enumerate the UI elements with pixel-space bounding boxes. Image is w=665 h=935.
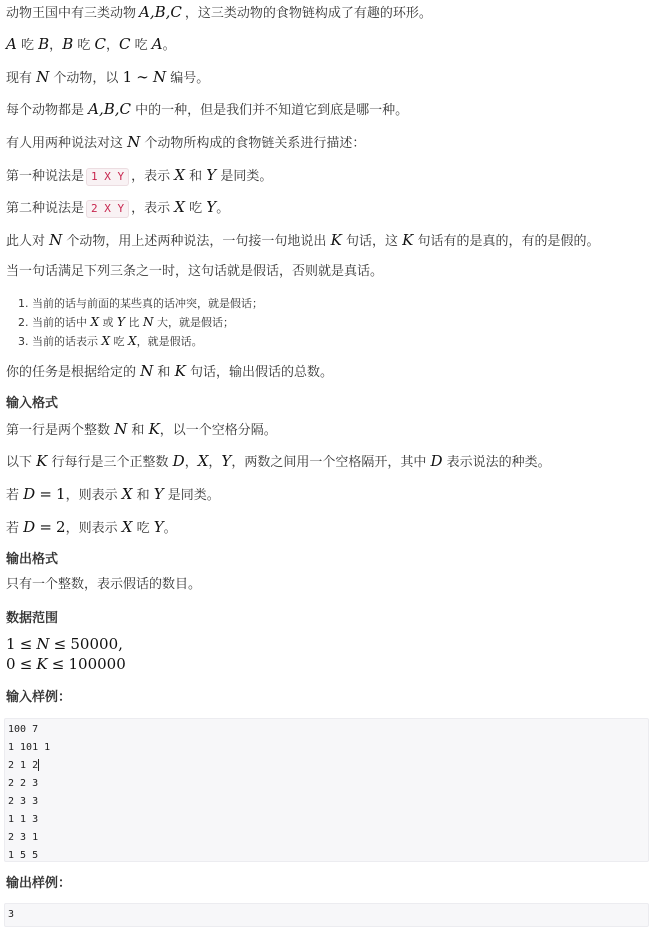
math: 1 [6, 635, 16, 653]
text: ，表示 [131, 201, 171, 216]
inline-code: 2 X Y [86, 200, 129, 218]
rule-1 [18, 294, 263, 313]
text: 编号。 [170, 71, 210, 86]
intro-line-5 [6, 132, 365, 154]
math: D [23, 485, 36, 503]
math: C [119, 35, 131, 53]
code-line: 1 5 5 [8, 850, 39, 861]
text: 若 [6, 521, 20, 536]
math: A [6, 35, 17, 53]
math: K [148, 420, 160, 438]
sample-output-heading: 输出样例： [6, 876, 72, 891]
math: N [142, 315, 154, 329]
text: 2. 当前的话中 [18, 316, 87, 329]
range-line-1 [6, 634, 123, 656]
text: 和 [189, 169, 203, 184]
math: K [402, 231, 414, 249]
math: B [62, 35, 74, 53]
input-format-line-2 [6, 451, 551, 473]
math: Y [221, 452, 232, 470]
text: ，两数之间用一个空格隔开，其中 [231, 455, 427, 470]
text: ， [49, 38, 63, 53]
math: Y [206, 166, 217, 184]
math: 1 [122, 68, 133, 86]
text: 表示说法的种类。 [446, 455, 551, 470]
text: 是同类。 [167, 488, 220, 503]
intro-line-4 [6, 99, 408, 121]
text: 第一行是两个整数 [6, 423, 111, 438]
text: 吃 [136, 521, 150, 536]
task-line [6, 361, 333, 383]
text: 每个动物都是 [6, 103, 85, 118]
text: ， [208, 455, 222, 470]
text: 以下 [6, 455, 33, 470]
text: 和 [157, 365, 171, 380]
text: 或 [102, 316, 114, 329]
output-format-text: 只有一个整数，表示假话的数目。 [6, 577, 202, 592]
math: X [174, 198, 185, 216]
text: 。 [163, 521, 177, 536]
math: C [94, 35, 106, 53]
text: 吃 [77, 38, 91, 53]
output-format-heading: 输出格式 [6, 552, 59, 567]
text: 第一种说法是 [6, 169, 85, 184]
text: 句话，输出假话的总数。 [189, 365, 333, 380]
text: 和 [131, 423, 145, 438]
math: N [36, 635, 50, 653]
text: 此人对 [6, 234, 46, 249]
code-text: 2 1 2 [8, 760, 39, 771]
math: 0 [6, 655, 16, 673]
math: X [121, 518, 133, 536]
math: N [127, 133, 141, 151]
range-line-2 [6, 654, 126, 676]
text: 句话有的是真的，有的是假的。 [417, 234, 600, 249]
text: 若 [6, 488, 20, 503]
math: X [174, 166, 185, 184]
text: 1. 当前的话与前面的某些真的话冲突，就是假话； [18, 297, 263, 310]
text: 吃 [113, 335, 125, 348]
text: 中的一种，但是我们并不知道它到底是哪一种。 [135, 103, 409, 118]
code-line: 3 [8, 909, 15, 920]
intro-line-3 [6, 67, 209, 89]
text: ， [106, 38, 120, 53]
text: 第二种说法是 [6, 201, 85, 216]
math: B [38, 35, 50, 53]
intro-line-1 [6, 2, 432, 24]
math: Y [153, 485, 164, 503]
text: ，则表示 [65, 521, 118, 536]
math: 100000 [68, 655, 126, 673]
inline-code: 1 X Y [86, 168, 129, 186]
math: X [90, 315, 100, 329]
text: ，表示 [131, 169, 171, 184]
math: D [23, 518, 36, 536]
text: 有人用两种说法对这 [6, 136, 124, 151]
text: 行每行是三个正整数 [51, 455, 169, 470]
input-format-line-1 [6, 419, 277, 441]
math: = [39, 485, 52, 503]
math: N [36, 68, 50, 86]
text: 和 [136, 488, 150, 503]
intro-line-2 [6, 34, 176, 56]
input-format-line-3 [6, 484, 220, 506]
math: K [330, 231, 342, 249]
text: 句话，这 [345, 234, 398, 249]
sample-output-block[interactable] [4, 903, 649, 927]
math: ≤ [19, 635, 33, 653]
math: N [152, 68, 167, 86]
input-format-heading: 输入格式 [6, 396, 59, 411]
math: A,B,C [139, 3, 182, 21]
text: 3. 当前的话表示 [18, 335, 98, 348]
rules-list [18, 294, 263, 351]
code-line: 100 7 [8, 724, 39, 735]
math: Y [117, 315, 125, 329]
intro-line-8 [6, 230, 599, 252]
math: N [140, 362, 154, 380]
rule-3 [18, 332, 263, 351]
math: ≤ [51, 655, 65, 673]
rule-2 [18, 313, 263, 332]
text: 个动物，以 [53, 71, 119, 86]
text: 现有 [6, 71, 33, 86]
math: ≤ [19, 655, 33, 673]
text: 当一句话满足下列三条之一时，这句话就是假话，否则就是真话。 [6, 264, 384, 279]
text: ，则表示 [65, 488, 118, 503]
text: 吃 [189, 201, 203, 216]
math: ≤ [53, 635, 67, 653]
statement-type-2 [6, 197, 229, 219]
code-line-with-cursor [5, 757, 648, 775]
math: X [121, 485, 133, 503]
text: ，以一个空格分隔。 [159, 423, 277, 438]
text-cursor [38, 759, 39, 771]
math: A [151, 35, 163, 53]
math: K [174, 362, 186, 380]
intro-line-9 [6, 262, 383, 282]
text: 比 [128, 316, 140, 329]
input-format-line-4 [6, 517, 177, 539]
text: 是同类。 [220, 169, 273, 184]
math: , [118, 635, 123, 653]
code-line: 2 2 3 [8, 778, 39, 789]
text: 个动物所构成的食物链关系进行描述： [144, 136, 366, 151]
math: Y [206, 198, 217, 216]
math: Y [153, 518, 164, 536]
text: 动物王国中有三类动物 [6, 6, 137, 21]
math: 2 [56, 518, 66, 536]
math: A,B,C [88, 100, 132, 118]
code-line: 2 3 3 [8, 796, 39, 807]
text: 。 [216, 201, 230, 216]
text: 你的任务是根据给定的 [6, 365, 137, 380]
sample-input-block[interactable] [4, 718, 649, 862]
statement-type-1 [6, 165, 272, 187]
math: ∼ [136, 68, 149, 86]
math: 1 [56, 485, 66, 503]
math: D [172, 452, 185, 470]
text: 吃 [20, 38, 34, 53]
text: 吃 [134, 38, 148, 53]
text: 个动物，用上述两种说法，一句接一句地说出 [66, 234, 327, 249]
text: ， [184, 455, 198, 470]
math: 50000 [70, 635, 119, 653]
code-line: 1 1 3 [8, 814, 39, 825]
math: X [128, 334, 137, 348]
sample-input-heading: 输入样例： [6, 690, 72, 705]
math: N [114, 420, 128, 438]
math: K [36, 452, 48, 470]
math: X [101, 334, 111, 348]
math: K [36, 655, 48, 673]
code-line: 1 101 1 [8, 742, 51, 753]
data-range-heading: 数据范围 [6, 611, 59, 626]
math: X [197, 452, 209, 470]
text: ，就是假话。 [136, 335, 203, 348]
text: ，这三类动物的食物链构成了有趣的环形。 [184, 6, 432, 21]
math: = [39, 518, 52, 536]
text: 大，就是假话； [156, 316, 234, 329]
math: N [49, 231, 63, 249]
math: D [430, 452, 443, 470]
code-line: 2 3 1 [8, 832, 39, 843]
text: 。 [162, 38, 176, 53]
